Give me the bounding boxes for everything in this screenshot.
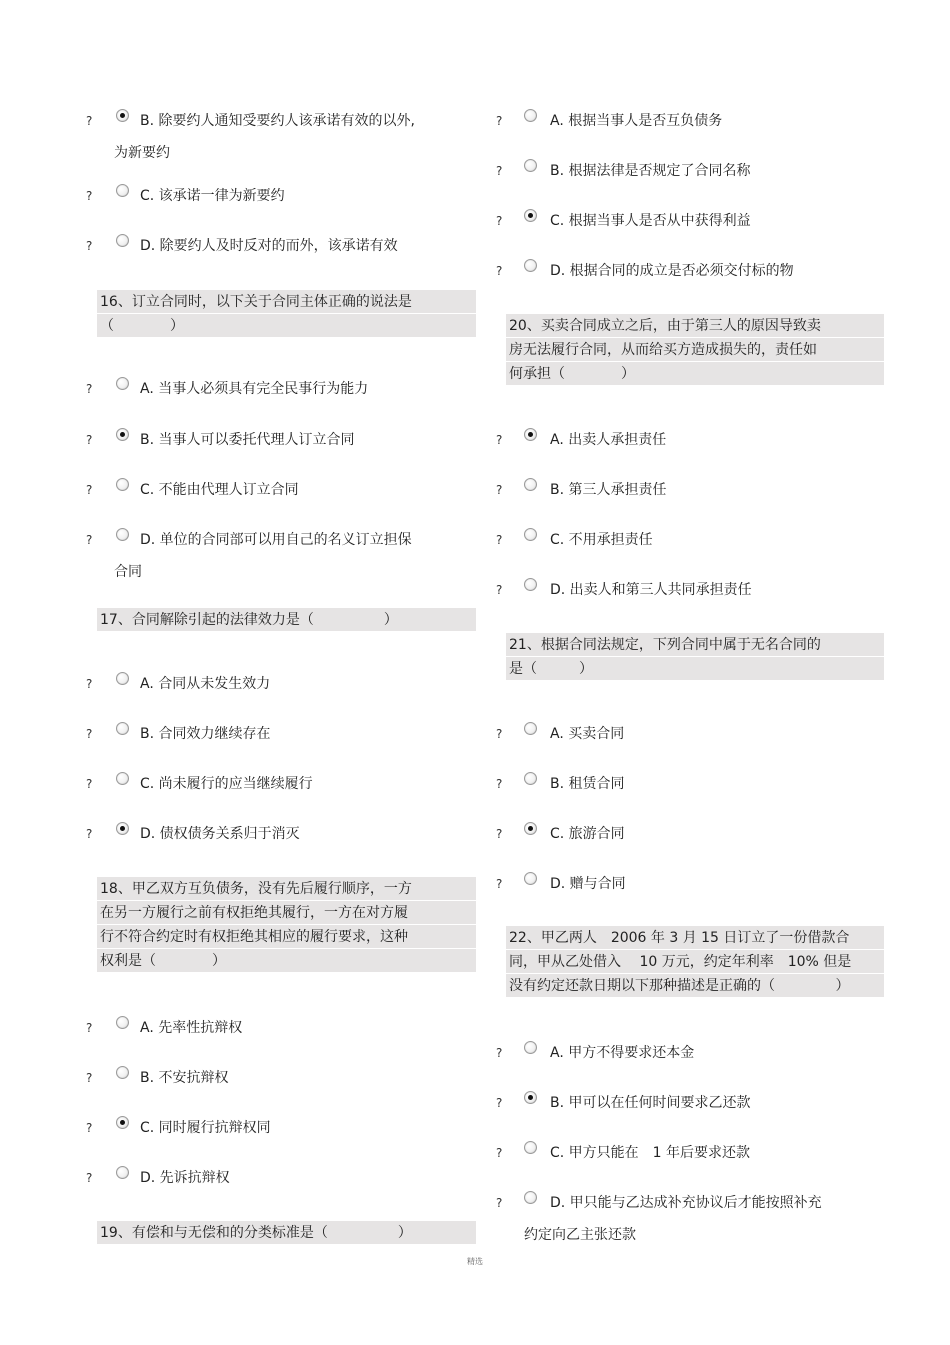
radio-unchecked-icon[interactable] [116,478,129,491]
bullet-marker: ? [496,533,503,547]
radio-unchecked-icon[interactable] [116,772,129,785]
option-text: A. 先率性抗辩权 [140,1020,243,1036]
option-text: A. 甲方不得要求还本金 [550,1045,695,1061]
bullet-marker: ? [496,1096,503,1110]
option-text: D. 除要约人及时反对的而外，该承诺有效 [140,238,398,254]
option-text: D. 单位的合同部可以用自己的名义订立担保 [140,532,412,548]
option-text: B. 除要约人通知受要约人该承诺有效的以外, [140,113,415,129]
option-text: C. 不用承担责任 [550,532,653,548]
option-text: C. 不能由代理人订立合同 [140,482,299,498]
option-text: B. 不安抗辩权 [140,1070,229,1086]
question-stem [97,290,476,338]
option-text: B. 当事人可以委托代理人订立合同 [140,432,355,448]
bullet-marker: ? [86,1021,93,1035]
question-stem [506,926,884,998]
bullet-marker: ? [496,483,503,497]
option-text: B. 第三人承担责任 [550,482,667,498]
bullet-marker: ? [496,114,503,128]
option-text: 约定向乙主张还款 [524,1227,636,1243]
bullet-marker: ? [496,214,503,228]
option-text: B. 合同效力继续存在 [140,726,271,742]
radio-checked-icon[interactable] [524,822,537,835]
bullet-marker: ? [496,164,503,178]
radio-unchecked-icon[interactable] [116,672,129,685]
option-text: D. 先诉抗辩权 [140,1170,230,1186]
question-text-line: 何承担（ ） [506,362,884,386]
question-stem [97,1221,476,1245]
option-text: 合同 [114,564,142,580]
option-text: A. 合同从未发生效力 [140,676,271,692]
radio-checked-icon[interactable] [524,1091,537,1104]
radio-unchecked-icon[interactable] [524,872,537,885]
bullet-marker: ? [496,727,503,741]
option-text: A. 买卖合同 [550,726,625,742]
radio-unchecked-icon[interactable] [116,234,129,247]
radio-unchecked-icon[interactable] [524,722,537,735]
bullet-marker: ? [496,264,503,278]
option-text: A. 根据当事人是否互负债务 [550,113,723,129]
option-text: B. 甲可以在任何时间要求乙还款 [550,1095,751,1111]
question-stem [506,633,884,681]
option-text: C. 甲方只能在 1 年后要求还款 [550,1145,751,1161]
radio-unchecked-icon[interactable] [116,1016,129,1029]
page-footer: 精选 [467,1257,483,1266]
option-text: B. 根据法律是否规定了合同名称 [550,163,751,179]
bullet-marker: ? [86,727,93,741]
radio-unchecked-icon[interactable] [524,109,537,122]
radio-unchecked-icon[interactable] [524,772,537,785]
radio-unchecked-icon[interactable] [116,184,129,197]
bullet-marker: ? [496,1046,503,1060]
question-text-line: 22、甲乙两人 2006 年 3 月 15 日订立了一份借款合 [506,926,884,950]
option-text: C. 根据当事人是否从中获得利益 [550,213,751,229]
radio-checked-icon[interactable] [116,109,129,122]
option-text: A. 出卖人承担责任 [550,432,667,448]
radio-unchecked-icon[interactable] [524,1141,537,1154]
radio-unchecked-icon[interactable] [116,377,129,390]
radio-unchecked-icon[interactable] [524,1191,537,1204]
option-text: D. 赠与合同 [550,876,626,892]
radio-checked-icon[interactable] [524,209,537,222]
question-stem [97,608,476,632]
bullet-marker: ? [86,1121,93,1135]
option-text: D. 甲只能与乙达成补充协议后才能按照补充 [550,1195,822,1211]
radio-unchecked-icon[interactable] [524,259,537,272]
question-stem [506,314,884,386]
question-text-line: 在另一方履行之前有权拒绝其履行，一方在对方履 [97,901,476,925]
bullet-marker: ? [86,777,93,791]
bullet-marker: ? [86,1171,93,1185]
question-text-line: 16、订立合同时，以下关于合同主体正确的说法是 [97,290,476,314]
option-text: C. 同时履行抗辩权同 [140,1120,271,1136]
radio-unchecked-icon[interactable] [116,528,129,541]
bullet-marker: ? [86,382,93,396]
question-text-line: 行不符合约定时有权拒绝其相应的履行要求，这种 [97,925,476,949]
option-text: D. 根据合同的成立是否必须交付标的物 [550,263,794,279]
radio-checked-icon[interactable] [116,822,129,835]
bullet-marker: ? [86,433,93,447]
bullet-marker: ? [86,533,93,547]
question-stem [97,877,476,973]
option-text: D. 债权债务关系归于消灭 [140,826,300,842]
question-text-line: 20、买卖合同成立之后，由于第三人的原因导致卖 [506,314,884,338]
radio-unchecked-icon[interactable] [524,1041,537,1054]
bullet-marker: ? [86,827,93,841]
radio-unchecked-icon[interactable] [116,1166,129,1179]
bullet-marker: ? [496,877,503,891]
radio-unchecked-icon[interactable] [524,578,537,591]
bullet-marker: ? [496,827,503,841]
question-text-line: 同，甲从乙处借入 10 万元，约定年利率 10% 但是 [506,950,884,974]
option-text: C. 旅游合同 [550,826,625,842]
bullet-marker: ? [496,1146,503,1160]
radio-unchecked-icon[interactable] [524,159,537,172]
bullet-marker: ? [496,777,503,791]
radio-unchecked-icon[interactable] [116,722,129,735]
bullet-marker: ? [496,583,503,597]
option-text: D. 出卖人和第三人共同承担责任 [550,582,752,598]
option-text: C. 该承诺一律为新要约 [140,188,285,204]
bullet-marker: ? [496,1196,503,1210]
radio-unchecked-icon[interactable] [524,478,537,491]
question-text-line: （ ） [97,314,476,338]
bullet-marker: ? [496,433,503,447]
question-text-line: 房无法履行合同，从而给买方造成损失的，责任如 [506,338,884,362]
question-text-line: 没有约定还款日期以下那种描述是正确的（ ） [506,974,884,998]
question-text-line: 17、合同解除引起的法律效力是（ ） [97,608,476,632]
bullet-marker: ? [86,1071,93,1085]
option-text: B. 租赁合同 [550,776,625,792]
radio-checked-icon[interactable] [524,428,537,441]
bullet-marker: ? [86,677,93,691]
option-text: A. 当事人必须具有完全民事行为能力 [140,381,369,397]
radio-unchecked-icon[interactable] [524,528,537,541]
option-text: 为新要约 [114,145,170,161]
question-text-line: 权利是（ ） [97,949,476,973]
radio-checked-icon[interactable] [116,428,129,441]
question-text-line: 是（ ） [506,657,884,681]
bullet-marker: ? [86,189,93,203]
question-text-line: 21、根据合同法规定，下列合同中属于无名合同的 [506,633,884,657]
radio-checked-icon[interactable] [116,1116,129,1129]
question-text-line: 19、有偿和与无偿和的分类标准是（ ） [97,1221,476,1245]
bullet-marker: ? [86,239,93,253]
bullet-marker: ? [86,483,93,497]
radio-unchecked-icon[interactable] [116,1066,129,1079]
bullet-marker: ? [86,114,93,128]
question-text-line: 18、甲乙双方互负债务，没有先后履行顺序，一方 [97,877,476,901]
option-text: C. 尚未履行的应当继续履行 [140,776,313,792]
